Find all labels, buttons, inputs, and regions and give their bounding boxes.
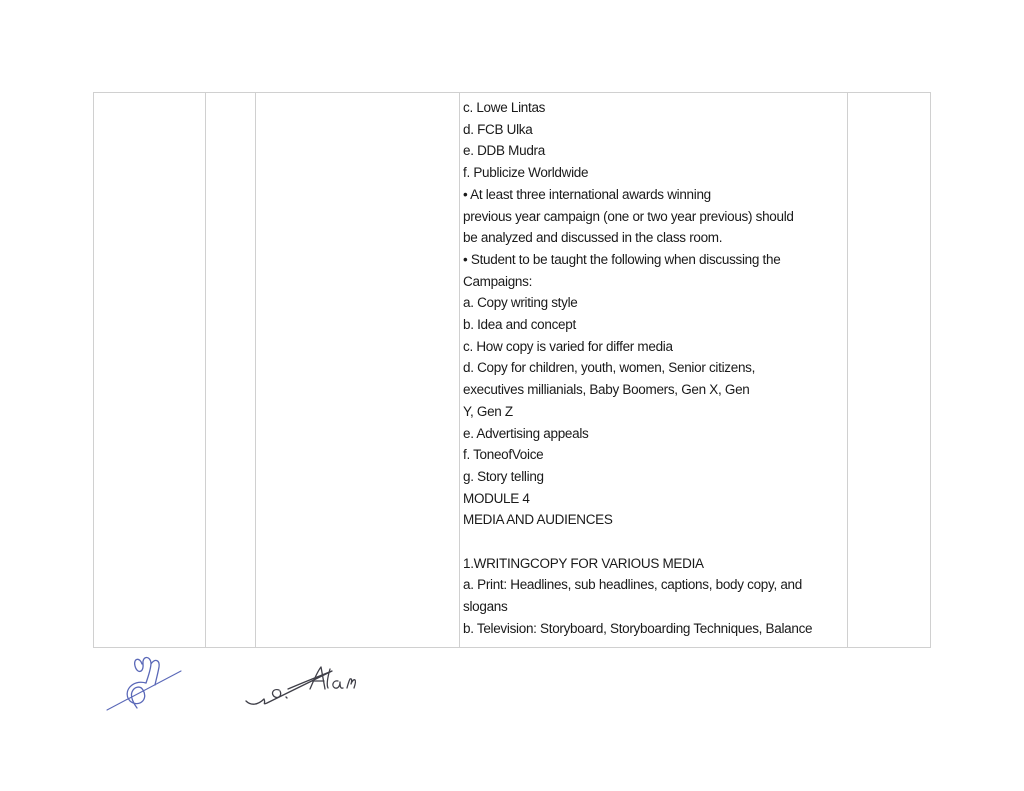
text-line: f. Publicize Worldwide bbox=[463, 165, 589, 181]
table-column-2 bbox=[206, 93, 256, 647]
text-line: slogans bbox=[463, 599, 508, 615]
text-line: e. Advertising appeals bbox=[463, 425, 589, 441]
text-line: f. ToneofVoice bbox=[463, 447, 544, 463]
text-line: • Student to be taught the following when discussing the bbox=[463, 251, 781, 267]
text-line: e. DDB Mudra bbox=[463, 143, 545, 159]
text-line: c. Lowe Lintas bbox=[463, 100, 546, 115]
text-line: executives millianials, Baby Boomers, Gen X, Gen bbox=[463, 382, 750, 398]
content-table bbox=[93, 92, 931, 648]
text-line: Y, Gen Z bbox=[463, 403, 513, 419]
signature-blue-icon bbox=[99, 652, 211, 724]
text-line: d. FCB Ulka bbox=[463, 121, 533, 137]
text-line: be analyzed and discussed in the class room. bbox=[463, 230, 723, 246]
text-line: c. How copy is varied for differ media bbox=[463, 338, 673, 354]
table-column-5 bbox=[848, 93, 930, 647]
text-line: Campaigns: bbox=[463, 273, 533, 289]
text-line: 1.WRITINGCOPY FOR VARIOUS MEDIA bbox=[463, 555, 704, 571]
text-line: MODULE 4 bbox=[463, 490, 530, 506]
text-line: • At least three international awards winning bbox=[463, 186, 711, 202]
text-line: g. Story telling bbox=[463, 468, 544, 484]
signature-alam-icon bbox=[242, 658, 362, 710]
text-line: MEDIA AND AUDIENCES bbox=[463, 512, 613, 528]
table-column-content bbox=[460, 93, 848, 647]
text-line: b. Idea and concept bbox=[463, 317, 576, 333]
text-line: a. Print: Headlines, sub headlines, captions, body copy, and bbox=[463, 577, 802, 593]
text-line bbox=[463, 531, 846, 553]
text-line: d. Copy for children, youth, women, Senior citizens, bbox=[463, 360, 756, 376]
text-line: b. Television: Storyboard, Storyboarding Techniques, Balance bbox=[463, 620, 813, 636]
text-line: a. Copy writing style bbox=[463, 295, 578, 311]
table-column-3 bbox=[256, 93, 460, 647]
course-content-text bbox=[460, 93, 847, 640]
table-column-1 bbox=[94, 93, 206, 647]
text-line: previous year campaign (one or two year previous) should bbox=[463, 208, 794, 224]
